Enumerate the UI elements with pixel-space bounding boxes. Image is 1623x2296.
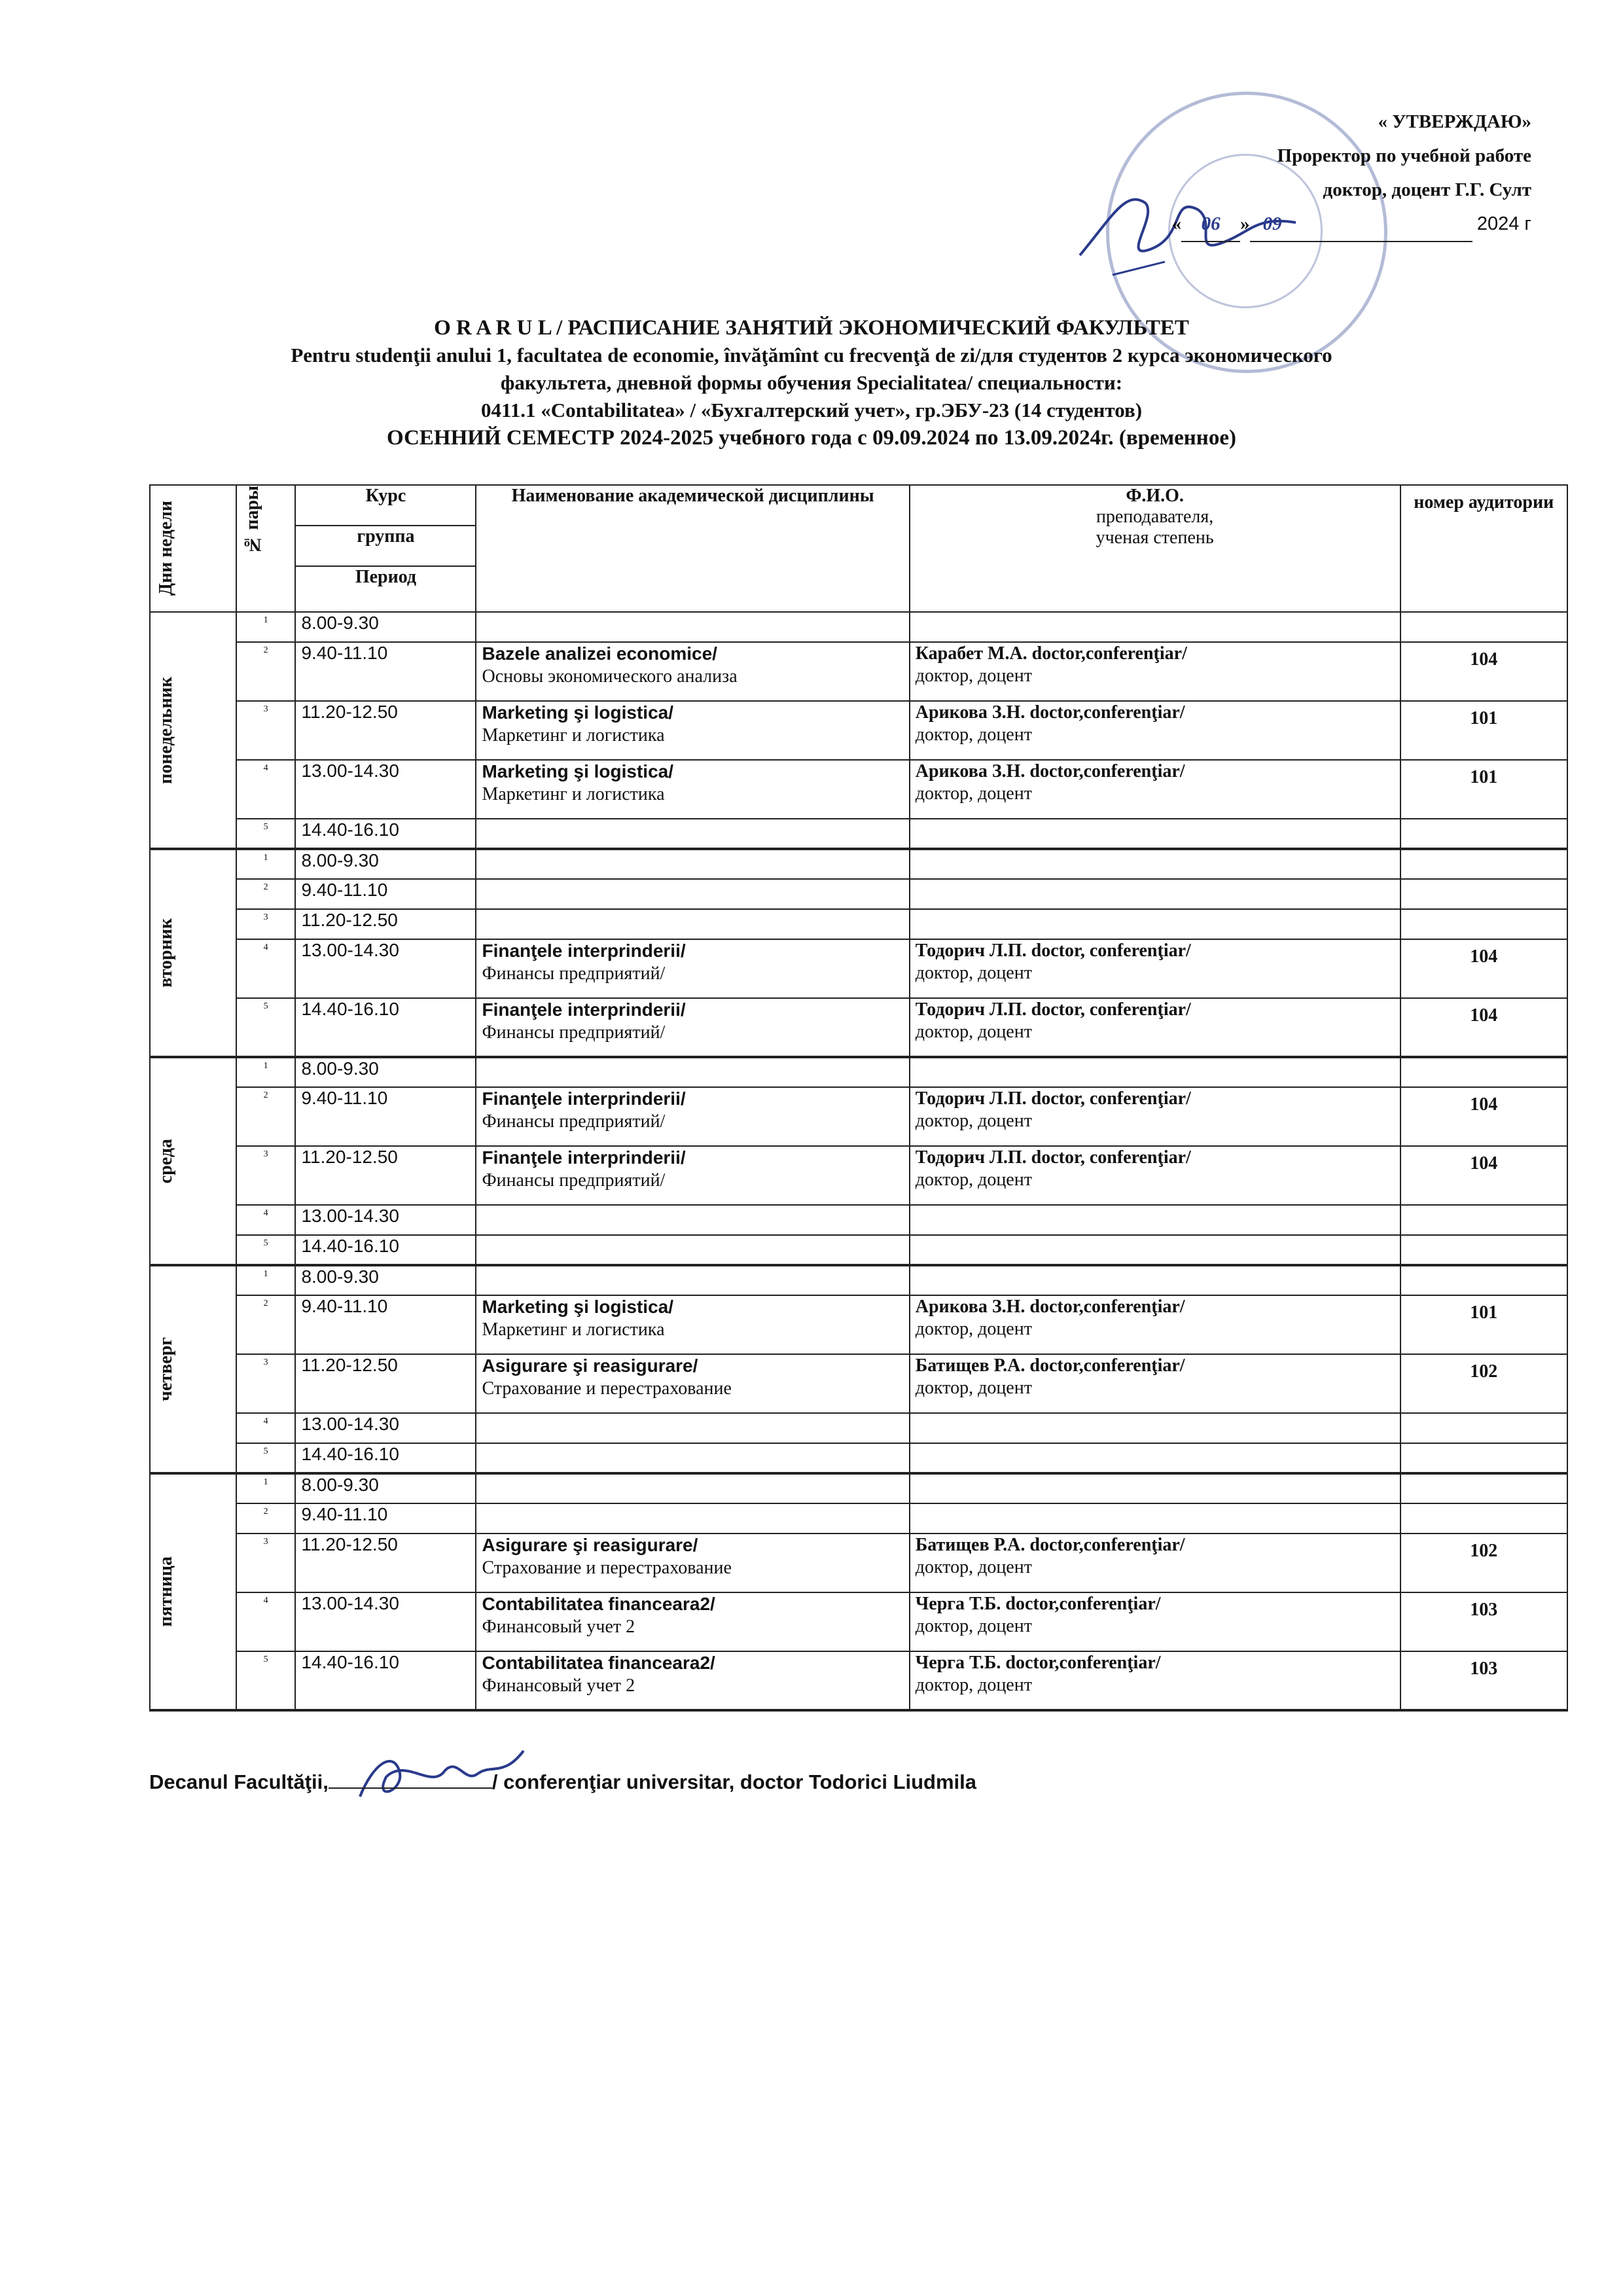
teacher-cell [910,1057,1400,1087]
table-row [150,1235,1567,1265]
teacher-cell: Батищев Р.А. doctor,conferenţiar/ доктор, доцент [910,1354,1400,1413]
room-cell [1400,819,1567,849]
discipline-cell: Finanţele interprinderii/ Финансы предприятий/ [476,939,909,998]
pair-number: 3 [236,701,296,760]
col-group: группа [295,526,476,566]
pair-number: 4 [236,1205,296,1235]
room-cell: 103 [1400,1651,1567,1710]
table-row [150,1087,1567,1146]
teacher-cell [910,1265,1400,1295]
room-cell [1400,1057,1567,1087]
discipline-cell: Contabilitatea financeara2/ Финансовый учет 2 [476,1592,909,1651]
room-cell [1400,849,1567,879]
room-cell [1400,1265,1567,1295]
period-cell: 13.00-14.30 [295,939,476,998]
table-row [150,701,1567,760]
period-cell: 14.40-16.10 [295,1651,476,1710]
period-cell: 14.40-16.10 [295,819,476,849]
period-cell: 14.40-16.10 [295,1235,476,1265]
room-cell: 101 [1400,760,1567,819]
document-header [137,314,1486,452]
teacher-cell [910,1413,1400,1443]
approval-block [1047,105,1531,242]
teacher-cell: Арикова З.Н. doctor,conferenţiar/ доктор, доцент [910,701,1400,760]
pair-number: 5 [236,819,296,849]
period-cell: 11.20-12.50 [295,1146,476,1205]
header-line-5: ОСЕННИЙ СЕМЕСТР 2024-2025 учебного года с 09.09.2024 по 13.09.2024г. (временное) [387,426,1236,450]
room-cell: 101 [1400,701,1567,760]
period-cell: 14.40-16.10 [295,1443,476,1473]
room-cell: 102 [1400,1534,1567,1592]
teacher-cell [910,879,1400,909]
header-line-3: факультета, дневной формы обучения Specialitatea/ специальности: [500,371,1123,394]
table-row [150,1651,1567,1710]
period-cell: 8.00-9.30 [295,612,476,642]
discipline-cell [476,1473,909,1503]
period-cell: 9.40-11.10 [295,1503,476,1534]
discipline-cell [476,849,909,879]
table-row [150,1265,1567,1295]
pair-number: 5 [236,1443,296,1473]
pair-number: 2 [236,1295,296,1354]
table-row [150,1354,1567,1413]
day-cell: пятница [150,1473,236,1710]
room-cell [1400,879,1567,909]
teacher-cell: Тодорич Л.П. doctor, conferenţiar/ доктор, доцент [910,1146,1400,1205]
discipline-cell [476,612,909,642]
approval-title: « УТВЕРЖДАЮ» [1378,111,1531,132]
table-row [150,1146,1567,1205]
pair-number: 2 [236,1503,296,1534]
period-cell: 8.00-9.30 [295,849,476,879]
pair-number: 3 [236,1146,296,1205]
discipline-cell [476,1235,909,1265]
period-cell: 11.20-12.50 [295,1534,476,1592]
teacher-cell [910,849,1400,879]
table-row [150,1057,1567,1087]
discipline-cell [476,1205,909,1235]
period-cell: 13.00-14.30 [295,760,476,819]
teacher-cell [910,1443,1400,1473]
teacher-cell: Карабет М.А. doctor,conferenţiar/ доктор, доцент [910,642,1400,701]
period-cell: 13.00-14.30 [295,1592,476,1651]
approval-month: 09 [1250,207,1472,242]
room-cell: 104 [1400,939,1567,998]
discipline-cell: Contabilitatea financeara2/ Финансовый учет 2 [476,1651,909,1710]
room-cell [1400,1443,1567,1473]
period-cell: 9.40-11.10 [295,1295,476,1354]
pair-number: 5 [236,1651,296,1710]
pair-number: 5 [236,1235,296,1265]
teacher-cell [910,1205,1400,1235]
discipline-cell: Finanţele interprinderii/ Финансы предприятий/ [476,1087,909,1146]
teacher-cell: Тодорич Л.П. doctor, conferenţiar/ доктор, доцент [910,939,1400,998]
discipline-cell: Finanţele interprinderii/ Финансы предприятий/ [476,998,909,1057]
table-row [150,998,1567,1057]
discipline-cell: Bazele analizei economice/ Основы экономического анализа [476,642,909,701]
pair-number: 3 [236,1354,296,1413]
discipline-cell [476,1443,909,1473]
room-cell: 101 [1400,1295,1567,1354]
pair-number: 1 [236,1057,296,1087]
period-cell: 11.20-12.50 [295,701,476,760]
table-row [150,879,1567,909]
room-cell [1400,1413,1567,1443]
pair-number: 4 [236,760,296,819]
header-line-4: 0411.1 «Contabilitatea» / «Бухгалтерский учет», гр.ЭБУ-23 (14 студентов) [480,399,1143,422]
teacher-cell: Арикова З.Н. doctor,conferenţiar/ доктор, доцент [910,1295,1400,1354]
table-row [150,1205,1567,1235]
period-cell: 13.00-14.30 [295,1413,476,1443]
pair-number: 1 [236,612,296,642]
dean-name: / conferenţiar universitar, doctor Todorici Liudmila [491,1770,977,1793]
col-room: номер аудитории [1400,485,1567,612]
header-line-2: Pentru studenţii anului 1, facultatea de economie, învăţămînt cu frecvenţă de zi/для студентов 2 курса экономического [291,344,1332,367]
approval-year: 2024 г [1476,213,1531,234]
discipline-cell: Finanţele interprinderii/ Финансы предприятий/ [476,1146,909,1205]
pair-number: 2 [236,642,296,701]
day-cell: понедельник [150,612,236,849]
room-cell [1400,1503,1567,1534]
table-row [150,1592,1567,1651]
approval-position: Проректор по учебной работе [1277,145,1531,166]
period-cell: 11.20-12.50 [295,1354,476,1413]
footer [149,1770,976,1794]
period-cell: 9.40-11.10 [295,1087,476,1146]
room-cell [1400,612,1567,642]
teacher-cell [910,819,1400,849]
room-cell: 104 [1400,998,1567,1057]
discipline-cell [476,1503,909,1534]
table-row [150,1295,1567,1354]
table-row [150,1473,1567,1503]
pair-number: 2 [236,879,296,909]
table-row [150,1443,1567,1473]
room-cell: 104 [1400,1146,1567,1205]
table-row [150,1413,1567,1443]
table-row [150,939,1567,998]
discipline-cell [476,1057,909,1087]
discipline-cell: Asigurare şi reasigurare/ Страхование и перестрахование [476,1534,909,1592]
room-cell: 103 [1400,1592,1567,1651]
approval-day: 06 [1181,207,1240,242]
teacher-cell [910,909,1400,939]
dean-label: Decanul Facultăţii, [149,1770,329,1793]
pair-number: 1 [236,849,296,879]
teacher-cell: Тодорич Л.П. doctor, conferenţiar/ доктор, доцент [910,1087,1400,1146]
pair-number: 5 [236,998,296,1057]
day-cell: среда [150,1057,236,1265]
period-cell: 14.40-16.10 [295,998,476,1057]
schedule-table [149,484,1568,1712]
pair-number: 4 [236,939,296,998]
room-cell [1400,1235,1567,1265]
col-teacher: Ф.И.О. преподавателя, ученая степень [910,485,1400,612]
room-cell [1400,1205,1567,1235]
pair-number: 3 [236,909,296,939]
room-cell: 102 [1400,1354,1567,1413]
period-cell: 11.20-12.50 [295,909,476,939]
table-row [150,612,1567,642]
teacher-cell: Тодорич Л.П. doctor, conferenţiar/ доктор, доцент [910,998,1400,1057]
room-cell: 104 [1400,1087,1567,1146]
period-cell: 9.40-11.10 [295,642,476,701]
discipline-cell [476,1413,909,1443]
table-row [150,909,1567,939]
col-course: Курс [295,485,476,526]
approval-date: « 06 » 09 2024 г [1047,207,1531,242]
table-row [150,819,1567,849]
day-cell: четверг [150,1265,236,1473]
discipline-cell [476,879,909,909]
discipline-cell: Asigurare şi reasigurare/ Страхование и перестрахование [476,1354,909,1413]
table-row [150,760,1567,819]
col-pair-no: № пары [236,485,296,612]
discipline-cell [476,909,909,939]
teacher-cell: Батищев Р.А. doctor,conferenţiar/ доктор, доцент [910,1534,1400,1592]
pair-number: 1 [236,1473,296,1503]
teacher-cell [910,1503,1400,1534]
period-cell: 8.00-9.30 [295,1265,476,1295]
room-cell [1400,1473,1567,1503]
period-cell: 13.00-14.30 [295,1205,476,1235]
pair-number: 4 [236,1592,296,1651]
col-days: Дни недели [150,485,236,612]
teacher-cell: Арикова З.Н. doctor,conferenţiar/ доктор, доцент [910,760,1400,819]
header-title: O R A R U L / РАСПИСАНИЕ ЗАНЯТИЙ ЭКОНОМИЧЕСКИЙ ФАКУЛЬТЕТ [434,316,1189,340]
discipline-cell: Marketing şi logistica/ Маркетинг и логистика [476,1295,909,1354]
teacher-cell [910,612,1400,642]
period-cell: 9.40-11.10 [295,879,476,909]
discipline-cell [476,819,909,849]
col-discipline: Наименование академической дисциплины [476,485,909,612]
teacher-cell [910,1235,1400,1265]
period-cell: 8.00-9.30 [295,1057,476,1087]
discipline-cell [476,1265,909,1295]
table-row [150,1503,1567,1534]
col-period: Период [295,566,476,612]
discipline-cell: Marketing şi logistica/ Маркетинг и логистика [476,760,909,819]
pair-number: 1 [236,1265,296,1295]
table-row [150,642,1567,701]
teacher-cell: Черга Т.Б. doctor,conferenţiar/ доктор, доцент [910,1651,1400,1710]
room-cell: 104 [1400,642,1567,701]
pair-number: 4 [236,1413,296,1443]
day-cell: вторник [150,849,236,1057]
teacher-cell [910,1473,1400,1503]
pair-number: 3 [236,1534,296,1592]
approval-name: доктор, доцент Г.Г. Султ [1323,179,1531,200]
period-cell: 8.00-9.30 [295,1473,476,1503]
room-cell [1400,909,1567,939]
table-row [150,1534,1567,1592]
teacher-cell: Черга Т.Б. doctor,conferenţiar/ доктор, доцент [910,1592,1400,1651]
discipline-cell: Marketing şi logistica/ Маркетинг и логистика [476,701,909,760]
table-row [150,849,1567,879]
pair-number: 2 [236,1087,296,1146]
